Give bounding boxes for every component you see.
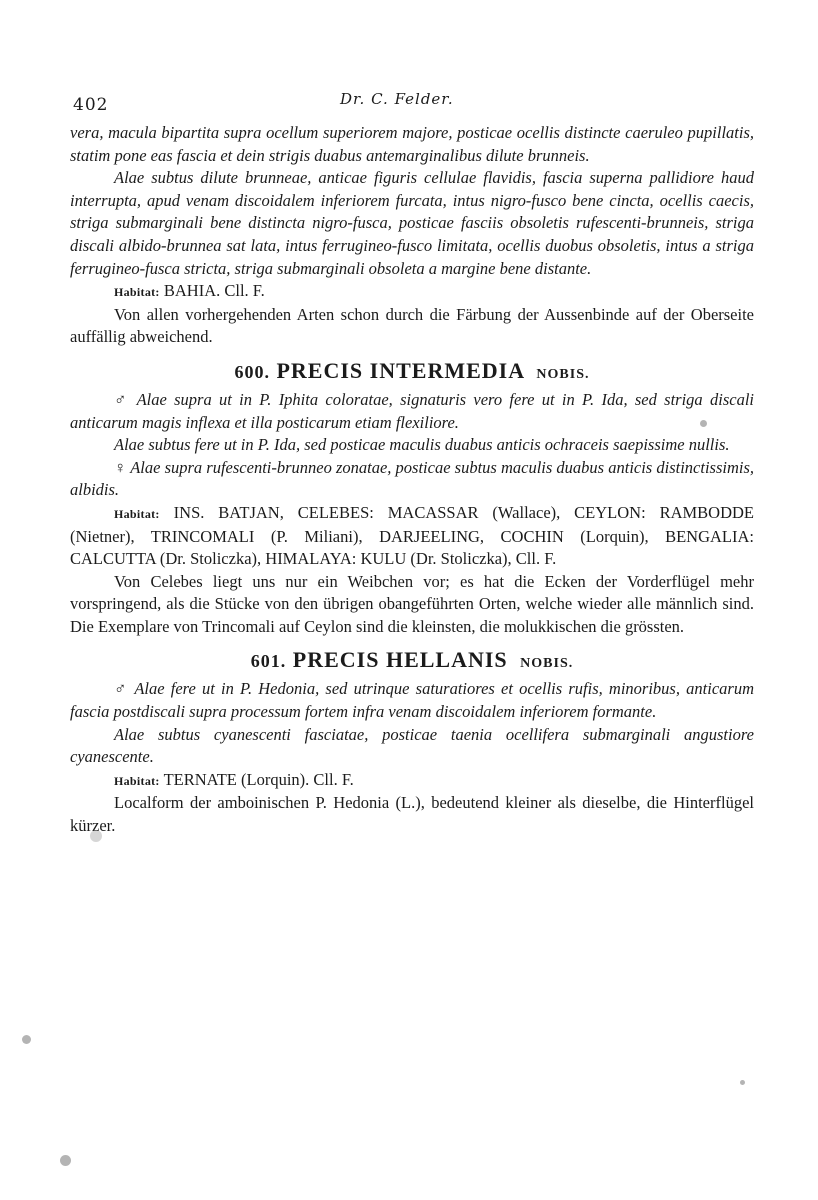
heading-601 bbox=[70, 647, 754, 673]
page-number: 402 bbox=[73, 95, 109, 115]
female-description-600: ♀ Alae supra rufescenti-brunneo zonatae, posticae subtus maculis duabus anticis distinctissimis, albidis. bbox=[70, 457, 754, 500]
subtus-description-601: Alae subtus cyanescenti fasciatae, posticae taenia ocellifera submarginali angustiore cyanescente. bbox=[70, 724, 754, 767]
species-author: NOBIS. bbox=[536, 366, 590, 382]
species-name: PRECIS HELLANIS bbox=[292, 647, 508, 673]
species-name: PRECIS INTERMEDIA bbox=[276, 357, 524, 383]
scan-speck bbox=[60, 1155, 71, 1166]
page-body bbox=[70, 122, 754, 838]
male-description-601: ♂ Alae fere ut in P. Hedonia, sed utrinque saturatiores et ocellis rufis, minoribus, anticarum fascia postdiscali supra processum fortem infra venam discoidalem inferiorem formante. bbox=[70, 679, 754, 722]
scan-speck bbox=[700, 420, 707, 427]
species-author: NOBIS. bbox=[520, 656, 574, 672]
habitat-label: Habitat: bbox=[114, 285, 160, 300]
german-remark-3: Localform der amboinischen P. Hedonia (L.), bedeutend kleiner als dieselbe, die Hinterflügel kürzer. bbox=[70, 793, 754, 836]
habitat-text: TERNATE (Lorquin). Cll. F. bbox=[163, 769, 354, 789]
scan-speck bbox=[90, 830, 102, 842]
intro-paragraph: vera, macula bipartita supra ocellum superiorem majore, posticae ocellis distincte caeruleo pupillatis, statim pone eas fascia et dein strigis duabus antemarginalibus dilute brunneis. bbox=[70, 123, 754, 165]
male-description-600: ♂ Alae supra ut in P. Iphita coloratae, signaturis vero fere ut in P. Ida, sed striga discali anticarum magis inflexa et illa posticarum etiam flexiliore. bbox=[70, 389, 754, 432]
scan-speck bbox=[740, 1080, 745, 1085]
running-title: Dr. C. Felder. bbox=[340, 90, 454, 108]
species-number: 600. bbox=[234, 361, 270, 382]
habitat-text: INS. BATJAN, CELEBES: MACASSAR (Wallace), CEYLON: RAMBODDE (Nietner), TRINCOMALI (P. Miliani), DARJEELING, COCHIN (Lorquin), BENGALIA: CALCUTTA (Dr. Stoliczka), HIMALAYA: KULU (Dr. Stoliczka), Cll. F. bbox=[70, 502, 754, 569]
habitat-label: Habitat: bbox=[114, 506, 160, 521]
german-remark-1: Von allen vorhergehenden Arten schon durch die Färbung der Aussenbinde auf der Oberseite auffällig abweichend. bbox=[70, 304, 754, 347]
alae-subtus-paragraph: Alae subtus dilute brunneae, anticae figuris cellulae flavidis, fascia superna pallidiore haud interrupta, apud venam discoidalem inferiorem furcata, intus nigro-fusco bene cincta, ocellis caecis, striga submarginali bene distincta nigro-fusca, posticae fasciis obsoletis rufescenti-brunneis, striga discali albido-brunnea sat lata, intus ferrugineo-fusco limitata, ocellis duobus obsoletis, intus a striga ferrugineo-fusca stricta, striga submarginali obsoleta a margine bene distante. bbox=[70, 168, 754, 278]
subtus-description-600: Alae subtus fere ut in P. Ida, sed posticae maculis duabus anticis ochraceis saepissime nullis. bbox=[114, 435, 730, 455]
habitat-600 bbox=[70, 502, 754, 571]
heading-600 bbox=[70, 358, 754, 384]
habitat-text: BAHIA. Cll. F. bbox=[163, 281, 265, 301]
habitat-601 bbox=[70, 769, 754, 793]
habitat-label: Habitat: bbox=[114, 773, 160, 788]
scan-speck bbox=[22, 1035, 31, 1044]
species-number: 601. bbox=[250, 651, 287, 672]
german-remark-2: Von Celebes liegt uns nur ein Weibchen vor; es hat die Ecken der Vorderflügel mehr vorspringend, als die Stücke von den übrigen obangeführten Orten, welche wieder alle männlich sind. Die Exemplare von Trincomali auf Ceylon sind die kleinsten, die molukkischen die grössten. bbox=[70, 571, 754, 636]
habitat-bahia bbox=[70, 280, 754, 304]
